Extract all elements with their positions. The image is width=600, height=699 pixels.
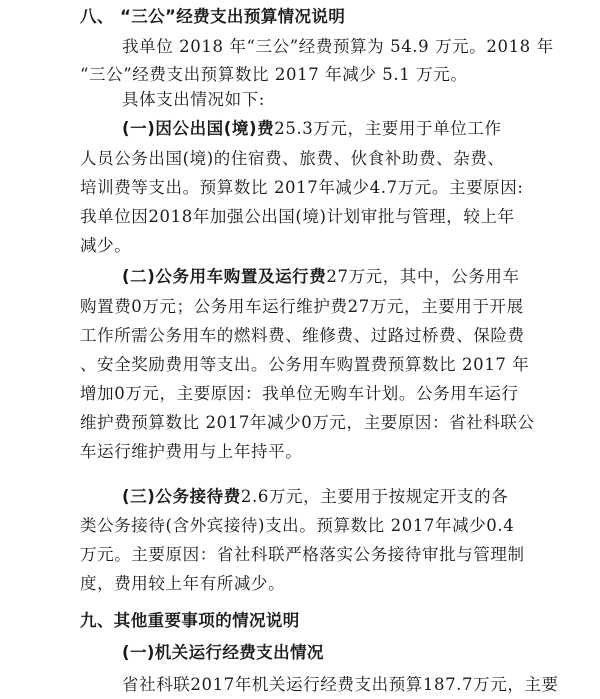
section8-p1-line2: “三公”经费支出预算数比 2017 年减少 5.1 万元。 xyxy=(80,65,468,84)
section8-p1-line1: 我单位 2018 年“三公”经费预算为 54.9 万元。2018 年 xyxy=(122,37,554,56)
item2-line1-text: 27万元，其中，公务用车 xyxy=(326,267,520,286)
item1-line5: 减少。 xyxy=(80,236,132,255)
item2-line5: 增加0万元，主要原因：我单位无购车计划。公务用车运行 xyxy=(80,384,519,403)
item2-line2: 购置费0万元；公务用车运行维护费27万元，主要用于开展 xyxy=(80,297,524,316)
section9-line1: 省社科联2017年机关运行经费支出预算187.7万元，主要 xyxy=(122,675,559,694)
item1-line4: 我单位因2018年加强公出国(境)计划审批与管理，较上年 xyxy=(80,207,515,226)
item3-label: (三)公务接待费 xyxy=(122,487,241,506)
item2-line4: 、安全奖励费用等支出。公务用车购置费预算数比 2017 年 xyxy=(80,355,530,374)
section9-sub1: (一)机关运行经费支出情况 xyxy=(122,643,324,662)
item3-line1-text: 2.6万元，主要用于按规定开支的各 xyxy=(240,487,509,506)
section9-heading: 九、其他重要事项的情况说明 xyxy=(80,611,300,630)
section8-p2: 具体支出情况如下: xyxy=(122,90,265,109)
item2-line6: 维护费预算数比 2017年减少0万元，主要原因：省社科联公 xyxy=(80,413,535,432)
item1-line1-text: 25.3万元，主要用于单位工作 xyxy=(274,119,502,138)
item2-line1 xyxy=(122,266,520,288)
item2-line7: 车运行维护费用与上年持平。 xyxy=(80,442,303,461)
item1-line3: 培训费等支出。预算数比 2017年减少4.7万元。主要原因: xyxy=(80,178,524,197)
item3-line3: 万元。主要原因：省社科联严格落实公务接待审批与管理制 xyxy=(80,545,525,564)
section8-heading: 八、 “三公”经费支出预算情况说明 xyxy=(80,7,346,26)
item3-line2: 类公务接待(含外宾接待)支出。预算数比 2017年减少0.4 xyxy=(80,516,515,535)
item3-line4: 度，费用较上年有所减少。 xyxy=(80,574,286,593)
item2-label: (二)公务用车购置及运行费 xyxy=(122,267,327,286)
item1-line1 xyxy=(122,118,502,140)
item1-label: (一)因公出国(境)费 xyxy=(122,119,275,138)
item1-line2: 人员公务出国(境)的住宿费、旅费、伙食补助费、杂费、 xyxy=(80,149,505,168)
item3-line1 xyxy=(122,486,508,508)
item2-line3: 工作所需公务用车的燃料费、维修费、过路过桥费、保险费 xyxy=(80,326,525,345)
